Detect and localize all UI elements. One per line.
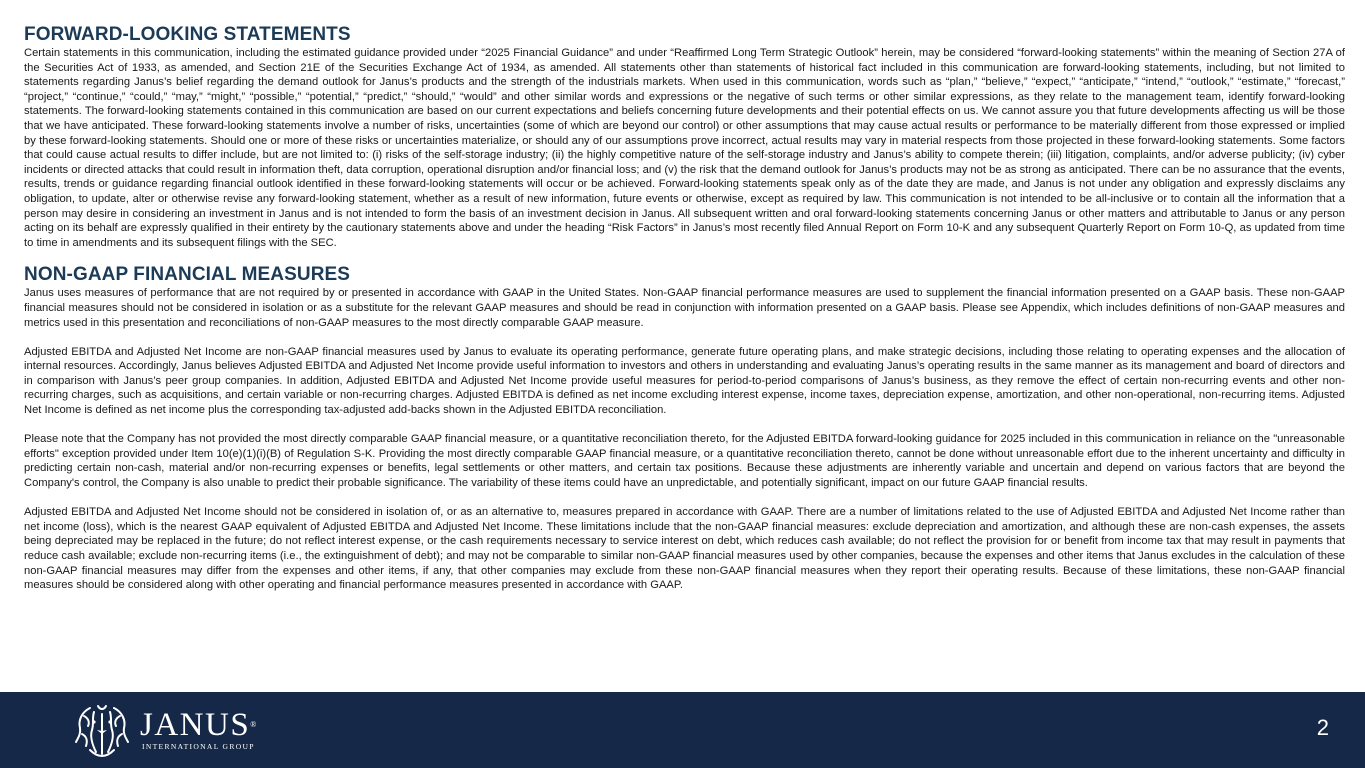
forward-looking-paragraph: Certain statements in this communication, including the estimated guidance provided under “2025 Financial Guidance” and under “Reaffirmed Long Term Strategic Outlook” herein, may be considered “forward-looking statements” within the meaning of Section 27A of the Securities Act of 1933, as amended, and Section 21E of the Securities Exchange Act of 1934, as amended. All statements other than statements of historical fact included in this communication are forward-looking statements, including, but not limited to statements regarding Janus’s belief regarding the demand outlook for Janus’s products and the strength of the industrials markets. When used in this communication, words such as “plan,” “believe,” “expect,” “anticipate,” “intend,” “outlook,” “estimate,” “forecast,” “project,” “continue,” “could,” “may,” “might,” “possible,” “potential,” “predict,” “should,” “would” and other similar words and expressions or the negative of such terms or other similar expressions, as they relate to the management team, identify forward-looking statements. The forward-looking statements contained in this communication are based on our current expectations and beliefs concerning future developments and their potential effects on us. We cannot assure you that future developments affecting us will be those that we have anticipated. These forward-looking statements involve a number of risks, uncertainties (some of which are beyond our control) or other assumptions that may cause actual results or performance to be materially different from those expressed or implied by these forward-looking statements. Should one or more of these risks or uncertainties materialize, or should any of our assumptions prove incorrect, actual results may vary in material respects from those projected in these forward-looking statements. Some factors that could cause actual results to differ include, but are not limited to: (i) risks of the self-storage industry; (ii) the highly competitive nature of the self-storage industry and Janus’s ability to compete therein; (iii) litigation, complaints, and/or adverse publicity; (iv) cyber incidents or directed attacks that could result in information theft, data corruption, operational disruption and/or financial loss; and (v) the risk that the demand outlook for Janus’s products may not be as strong as anticipated. There can be no assurance that the events, results, trends or guidance regarding financial outlook identified in these forward-looking statements will occur or be achieved. Forward-looking statements speak only as of the date they are made, and Janus is not under any obligation and expressly disclaims any obligation, to update, alter or otherwise revise any forward-looking statement, whether as a result of new information, future events or otherwise, except as required by law. This communication is not intended to be all-inclusive or to contain all the information that a person may desire in considering an investment in Janus and is not intended to form the basis of an investment decision in Janus. All subsequent written and oral forward-looking statements concerning Janus or other matters and attributable to Janus or any person acting on its behalf are expressly qualified in their entirety by the cautionary statements above and under the heading “Risk Factors” in Janus’s most recently filed Annual Report on Form 10-K and any subsequent Quarterly Report on Form 10-Q, as updated from time to time in amendments and its subsequent filings with the SEC. <box>24 47 1345 249</box>
logo-subtitle: INTERNATIONAL GROUP <box>142 742 255 751</box>
non-gaap-paragraph-2: Adjusted EBITDA and Adjusted Net Income are non-GAAP financial measures used by Janus to evaluate its operating performance, generate future operating plans, and make strategic decisions, including those relating to operating expenses and the allocation of internal resources. Accordingly, Janus believes Adjusted EBITDA and Adjusted Net Income provide useful information to investors and others in understanding and evaluating Janus’s operating results in the same manner as its management and board of directors and in comparison with Janus’s peer group companies. In addition, Adjusted EBITDA and Adjusted Net Income provide useful measures for period-to-period comparisons of Janus’s business, as they remove the effect of certain non-recurring events and other non-recurring charges, such as acquisitions, and certain variable or non-recurring charges. Adjusted EBITDA is defined as net income excluding interest expense, income taxes, depreciation expense, amortization, and other non-operational, non-recurring items. Adjusted Net Income is defined as net income plus the corresponding tax-adjusted add-backs shown in the Adjusted EBITDA reconciliation. <box>24 345 1345 417</box>
non-gaap-paragraph-4: Adjusted EBITDA and Adjusted Net Income should not be considered in isolation of, or as an alternative to, measures prepared in accordance with GAAP. There are a number of limitations related to the use of Adjusted EBITDA and Adjusted Net Income rather than net income (loss), which is the nearest GAAP equivalent of Adjusted EBITDA and Adjusted Net Income. These limitations include that the non-GAAP financial measures: exclude depreciation and amortization, and although these are non-cash expenses, the assets being depreciated may be replaced in the future; do not reflect interest expense, or the cash requirements necessary to service interest on debt, which reduces cash available; do not reflect the provision for or benefit from income tax that may result in payments that reduce cash available; exclude non-recurring items (i.e., the extinguishment of debt); and may not be comparable to similar non-GAAP financial measures used by other companies, because the expenses and other items that Janus excludes in the calculation of these non-GAAP financial measures may differ from the expenses and other items, if any, that other companies may exclude from these non-GAAP financial measures when they report their operating results. Because of these limitations, these non-GAAP financial measures should be considered along with other operating and financial performance measures presented in accordance with GAAP. <box>24 506 1345 592</box>
non-gaap-paragraph-1: Janus uses measures of performance that are not required by or presented in accordance with GAAP in the United States. Non-GAAP financial performance measures are used to supplement the financial information presented on a GAAP basis. These non-GAAP financial measures should not be considered in isolation or as a substitute for the relevant GAAP measures and should be read in conjunction with information presented on a GAAP basis. Please see Appendix, which includes definitions of non-GAAP measures and metrics used in this presentation and reconciliations of non-GAAP measures to the most directly comparable GAAP measure. <box>24 287 1345 329</box>
non-gaap-heading: NON-GAAP FINANCIAL MEASURES <box>24 264 351 286</box>
logo-text <box>140 708 256 752</box>
non-gaap-section <box>24 264 1345 592</box>
janus-crest-icon <box>70 700 134 760</box>
footer-bar <box>0 692 1365 768</box>
janus-logo <box>70 700 256 760</box>
page-number: 2 <box>1316 715 1329 740</box>
forward-looking-section <box>24 24 1345 250</box>
non-gaap-paragraph-3: Please note that the Company has not provided the most directly comparable GAAP financial measure, or a quantitative reconciliation thereto, for the Adjusted EBITDA forward-looking guidance for 2025 included in this communication in reliance on the "unreasonable efforts" exception provided under Item 10(e)(1)(i)(B) of Regulation S-K. Providing the most directly comparable GAAP financial measure, or a quantitative reconciliation thereto, cannot be done without unreasonable effort due to the inherent uncertainty and difficulty in predicting certain non-cash, material and/or non-recurring expenses or benefits, legal settlements or other matters, and certain tax positions. Because these adjustments are inherently variable and uncertain and depend on various factors that are beyond the Company's control, the Company is also unable to predict their probable significance. The variability of these items could have an unpredictable, and potentially significant, impact on our future GAAP financial results. <box>24 433 1345 490</box>
forward-looking-heading: FORWARD-LOOKING STATEMENTS <box>24 24 351 45</box>
document-content <box>24 24 1345 593</box>
logo-wordmark: JANUS® <box>140 707 257 743</box>
